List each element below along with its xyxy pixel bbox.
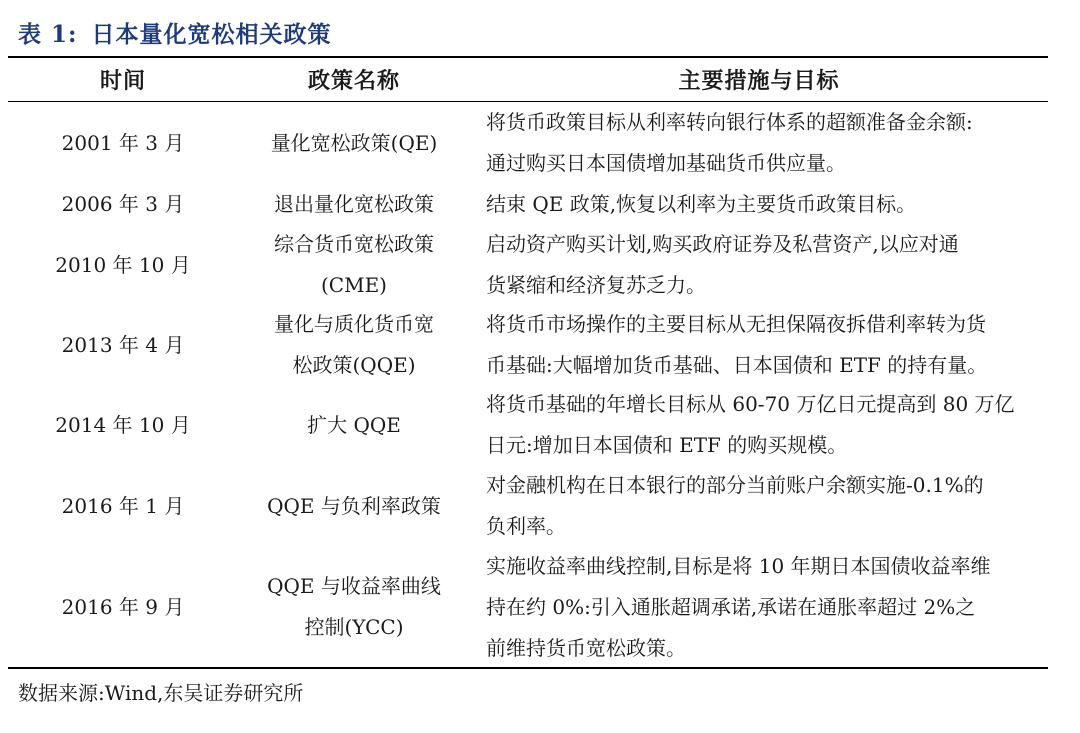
measure-line: 货紧缩和经济复苏乏力。 [486, 273, 706, 297]
measure-line: 对金融机构在日本银行的部分当前账户余额实施-0.1%的 [486, 473, 984, 497]
table-row [8, 305, 1048, 385]
policy-cell [238, 385, 470, 465]
measure-line: 将货币基础的年增长目标从 60-70 万亿日元提高到 80 万亿 [486, 392, 1015, 416]
measure-line: 币基础:大幅增加货币基础、日本国债和 ETF 的持有量。 [486, 353, 988, 377]
policy-line: 退出量化宽松政策 [274, 192, 434, 216]
table-title: 日本量化宽松相关政策 [91, 21, 332, 48]
measure-line: 实施收益率曲线控制,目标是将 10 年期日本国债收益率维 [486, 553, 991, 578]
measure-line: 将货币政策目标从利率转向银行体系的超额准备金余额: [486, 110, 973, 134]
table-row [8, 225, 1048, 305]
measure-line: 负利率。 [486, 514, 566, 538]
policy-line: 量化宽松政策(QE) [270, 130, 438, 155]
table-caption [18, 16, 332, 49]
time-cell: 2001 年 3 月 [61, 130, 185, 155]
measure-line: 前维持货币宽松政策。 [486, 635, 686, 660]
policy-line: 综合货币宽松政策 [274, 232, 434, 256]
measure-line: 结束 QE 政策,恢复以利率为主要货币政策目标。 [486, 192, 917, 216]
policy-cell [238, 547, 470, 667]
measures-cell [486, 305, 1048, 385]
table-row [8, 184, 1048, 225]
measures-cell [486, 184, 1048, 225]
policy-line: 量化与质化货币宽 [274, 312, 434, 336]
time-cell: 2016 年 1 月 [61, 493, 185, 518]
time-cell: 2016 年 9 月 [61, 594, 185, 619]
policy-line: (CME) [321, 273, 387, 297]
policy-line: 扩大 QQE [307, 412, 401, 437]
table-row [8, 102, 1048, 184]
policy-cell [238, 102, 470, 184]
measure-line: 通过购买日本国债增加基础货币供应量。 [486, 151, 846, 175]
policy-cell [238, 184, 470, 225]
policy-cell [238, 465, 470, 547]
table-row [8, 465, 1048, 547]
table-row [8, 547, 1048, 667]
measure-line: 持在约 0%:引入通胀超调承诺,承诺在通胀率超过 2%之 [486, 594, 976, 619]
measures-cell [486, 465, 1048, 547]
table-row [8, 385, 1048, 465]
policy-line: 控制(YCC) [304, 615, 404, 639]
time-cell: 2006 年 3 月 [61, 192, 185, 216]
policy-line: QQE 与收益率曲线 [267, 574, 441, 598]
header-policy-name: 政策名称 [307, 68, 400, 94]
measure-line: 将货币市场操作的主要目标从无担保隔夜拆借利率转为货 [486, 312, 986, 336]
header-time: 时间 [99, 68, 146, 94]
policy-cell [238, 225, 470, 305]
table-number: 表 1: [18, 21, 78, 48]
time-cell: 2013 年 4 月 [61, 332, 185, 357]
measures-cell [486, 102, 1048, 184]
policy-line: QQE 与负利率政策 [267, 493, 441, 518]
data-source-note: 数据来源:Wind,东吴证券研究所 [18, 681, 304, 705]
time-cell: 2014 年 10 月 [55, 412, 191, 437]
header-main-measures: 主要措施与目标 [678, 68, 840, 94]
policy-cell [238, 305, 470, 385]
measures-cell [486, 547, 1048, 667]
policy-line: 松政策(QQE) [292, 353, 416, 377]
measures-cell [486, 385, 1048, 465]
time-cell: 2010 年 10 月 [55, 252, 191, 277]
measure-line: 日元:增加日本国债和 ETF 的购买规模。 [486, 433, 848, 457]
measures-cell [486, 225, 1048, 305]
table-bottom-rule [8, 667, 1048, 669]
measure-line: 启动资产购买计划,购买政府证券及私营资产,以应对通 [486, 232, 959, 256]
